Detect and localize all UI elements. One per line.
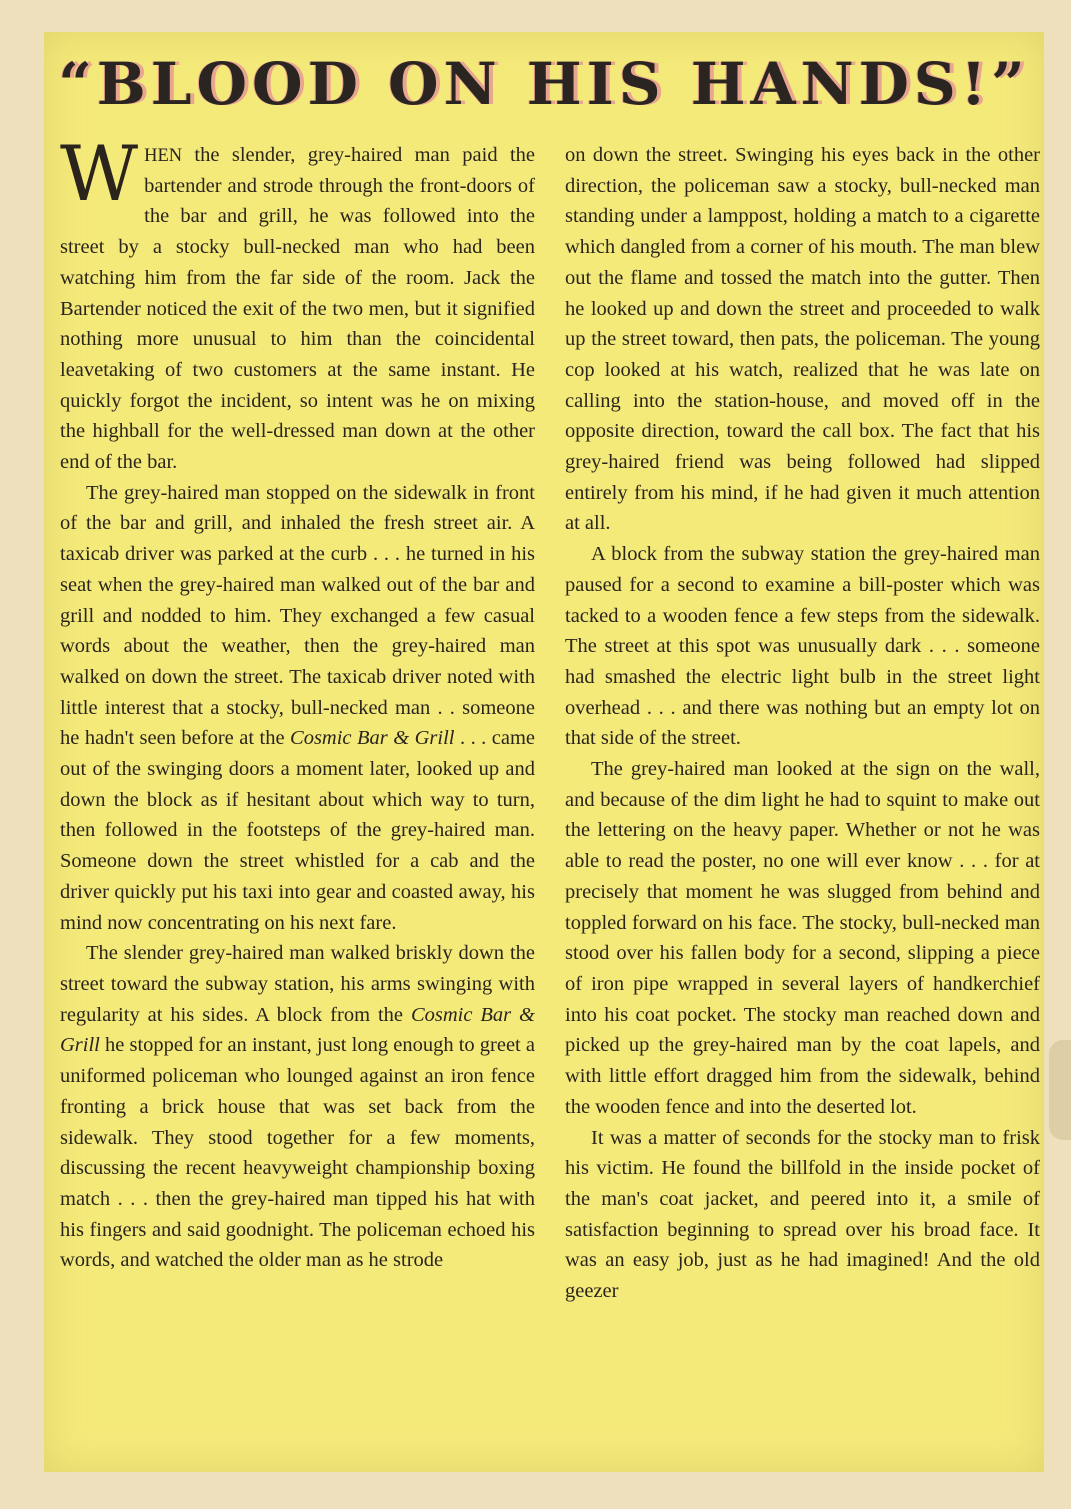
right-paragraph-1: on down the street. Swinging his eyes back in the other direction, the policeman saw a stocky, bull-necked man standing under a lamppost, holding a match to a cigarette which dangled from a corner of his mouth. The man blew out the flame and tossed the match into the gutter. Then he looked up and down the street and proceeded to walk up the street toward, then pats, the policeman. The young cop looked at his watch, realized that he was late on calling into the station-house, and moved off in the opposite direction, toward the call box. The fact that his grey-haired friend was being followed had slipped entirely from his mind, if he had given it much attention at all. — [565, 144, 1040, 535]
left-paragraph-3-text-b: he stopped for an instant, just long enough to greet a uniformed policeman who lounged against an iron fence fronting a brick house that was set back from the sidewalk. They stood together for a few moments, discussing the recent heavyweight championship boxing match . . . then the grey-haired man tipped his hat with his fingers and said goodnight. The policeman echoed his words, and watched the older man as he strode — [60, 1034, 535, 1272]
left-paragraph-1-text: the slender, grey-haired man paid the bartender and strode through the front-doors of the bar and grill, he was followed into the street by a stocky bull-necked man who had been watching him from the far side of the room. Jack the Bartender noticed the exit of the two men, but it signified nothing more unusual to him than the coincidental leavetaking of two customers at the same instant. He quickly forgot the incident, so intent was he on mixing the highball for the well-dressed man down at the other end of the bar. — [60, 144, 535, 474]
left-paragraph-2-text-b: . . . came out of the swinging doors a moment later, looked up and down the block as if hesitant about which way to turn, then followed in the footsteps of the grey-haired man. Someone down the street whistled for a cab and the driver quickly put his taxi into gear and coasted away, his mind now concentrating on his next fare. — [60, 727, 535, 934]
left-paragraph-3 — [60, 938, 535, 1276]
text-panel — [44, 32, 1044, 1472]
story-title: “BLOOD ON HIS HANDS!” — [58, 50, 1030, 118]
text-columns — [60, 129, 1040, 1307]
right-paragraph-3: The grey-haired man looked at the sign on the wall, and because of the dim light he had to squint to make out the lettering on the heavy paper. Whether or not he was able to read the poster, no one will ever know . . . for at precisely that moment he was slugged from behind and toppled forward on his face. The stocky, bull-necked man stood over his fallen body for a second, slipping a piece of iron pipe wrapped in several layers of handkerchief into his coat pocket. The stocky man reached down and picked up the grey-haired man by the coat lapels, and with little effort dragged him from the sidewalk, behind the wooden fence and into the deserted lot. — [565, 758, 1040, 1118]
left-paragraph-2 — [60, 478, 535, 939]
drop-cap: W — [60, 129, 139, 218]
page-edge-stain — [1049, 1040, 1071, 1140]
right-paragraph-4: It was a matter of seconds for the stocky man to frisk his victim. He found the billfold in the inside pocket of the man's coat jacket, and peered into it, a smile of satisfaction beginning to spread over his broad face. It was an easy job, just as he had imagined! And the old geezer — [565, 1126, 1040, 1303]
left-column — [60, 129, 535, 1307]
left-paragraph-1 — [60, 129, 535, 478]
left-paragraph-2-text-a: The grey-haired man stopped on the sidewalk in front of the bar and grill, and inhaled the fresh street air. A taxicab driver was parked at the curb . . . he turned in his seat when the grey-haired man walked out of the bar and grill and nodded to him. They exchanged a few casual words about the weather, then the grey-haired man walked on down the street. The taxicab driver noted with little interest that a stocky, bull-necked man . . someone he hadn't seen before at the — [60, 481, 535, 750]
left-paragraph-3-text-a: The slender grey-haired man walked briskly down the street toward the subway station, his arms swinging with regularity at his sides. A block from the — [60, 942, 535, 1026]
bar-name: Cosmic Bar & Grill — [290, 727, 455, 750]
bar-name: Cosmic Bar & Grill — [60, 1003, 535, 1057]
right-paragraph-2: A block from the subway station the grey-haired man paused for a second to examine a bill-poster which was tacked to a wooden fence a few steps from the sidewalk. The street at this spot was unusually dark . . . someone had smashed the electric light bulb in the street light overhead . . . and there was nothing but an empty lot on that side of the street. — [565, 543, 1040, 750]
right-column — [565, 140, 1040, 1307]
opening-word: HEN — [144, 145, 183, 165]
